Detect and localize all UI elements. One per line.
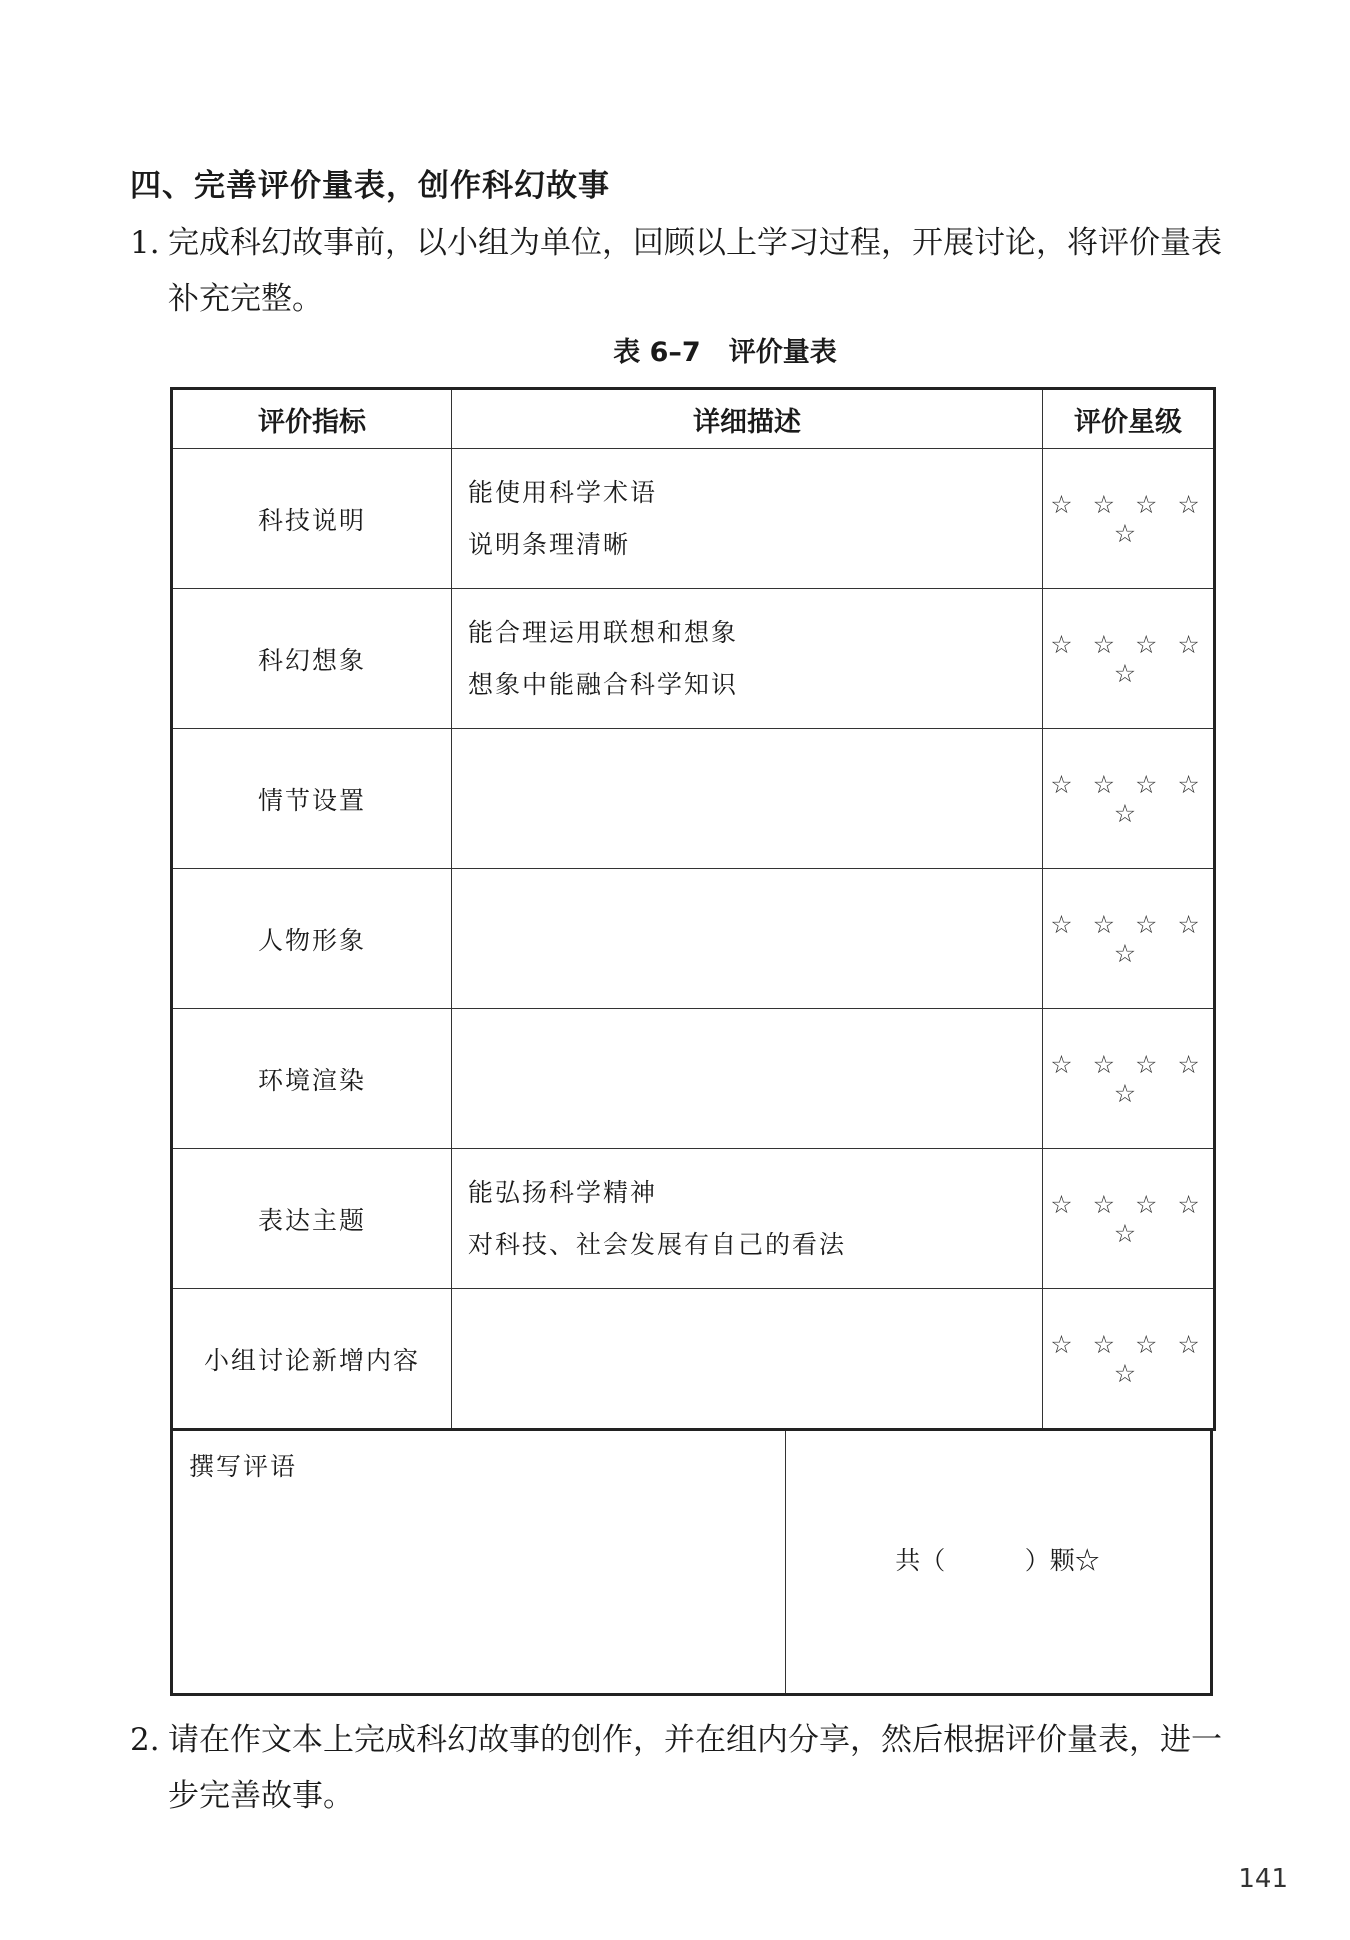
- instruction-2-text: 请在作文本上完成科幻故事的创作，并在组内分享，然后根据评价量表，进一步完善故事。: [168, 1722, 1222, 1814]
- section-heading: 四、完善评价量表，创作科幻故事: [130, 168, 610, 204]
- indicator-cell: 小组讨论新增内容: [172, 1289, 452, 1430]
- description-cell[interactable]: [452, 589, 1043, 729]
- star-rating[interactable]: ☆ ☆ ☆ ☆ ☆: [1050, 1049, 1206, 1108]
- description-line: 能弘扬科学精神: [468, 1177, 658, 1207]
- star-rating-cell[interactable]: [1043, 589, 1215, 729]
- instruction-2-number: 2.: [130, 1722, 160, 1758]
- description-line: 能合理运用联想和想象: [468, 617, 739, 647]
- page-number: 141: [1238, 1864, 1288, 1894]
- star-rating-cell[interactable]: [1043, 1009, 1215, 1149]
- indicator-cell: 科技说明: [172, 449, 452, 589]
- table-row: [172, 869, 1215, 1009]
- instruction-1: [130, 215, 1230, 327]
- star-rating[interactable]: ☆ ☆ ☆ ☆ ☆: [1050, 1329, 1206, 1388]
- description-cell[interactable]: [452, 1149, 1043, 1289]
- star-rating[interactable]: ☆ ☆ ☆ ☆ ☆: [1050, 1189, 1206, 1248]
- header-indicator: 评价指标: [172, 389, 452, 449]
- description-line: 能使用科学术语: [468, 477, 658, 507]
- table-row: [172, 1149, 1215, 1289]
- indicator-cell: 环境渲染: [172, 1009, 452, 1149]
- star-rating[interactable]: ☆ ☆ ☆ ☆ ☆: [1050, 489, 1206, 548]
- table-header-row: [172, 389, 1215, 449]
- description-cell[interactable]: [452, 869, 1043, 1009]
- comment-label: 撰写评语: [189, 1452, 298, 1481]
- header-star-rating: 评价星级: [1043, 389, 1215, 449]
- indicator-cell: 人物形象: [172, 869, 452, 1009]
- indicator-cell: 情节设置: [172, 729, 452, 869]
- table-caption-label: 表 6–7: [613, 337, 701, 368]
- table-row: [172, 729, 1215, 869]
- comment-section: [170, 1431, 1213, 1696]
- description-cell[interactable]: [452, 449, 1043, 589]
- star-rating-cell[interactable]: [1043, 729, 1215, 869]
- description-line: 说明条理清晰: [468, 529, 631, 559]
- instruction-1-text: 完成科幻故事前，以小组为单位，回顾以上学习过程，开展讨论，将评价量表补充完整。: [168, 225, 1222, 317]
- description-cell[interactable]: [452, 1289, 1043, 1430]
- star-rating-cell[interactable]: [1043, 449, 1215, 589]
- star-rating-cell[interactable]: [1043, 869, 1215, 1009]
- table-caption-title: 评价量表: [728, 337, 837, 368]
- description-cell[interactable]: [452, 1009, 1043, 1149]
- instruction-2: [130, 1712, 1230, 1824]
- star-rating[interactable]: ☆ ☆ ☆ ☆ ☆: [1050, 909, 1206, 968]
- description-line: 想象中能融合科学知识: [468, 669, 739, 699]
- table-row: [172, 449, 1215, 589]
- star-rating-cell[interactable]: [1043, 1289, 1215, 1430]
- instruction-1-number: 1.: [130, 225, 160, 261]
- header-description: 详细描述: [452, 389, 1043, 449]
- indicator-cell: 科幻想象: [172, 589, 452, 729]
- indicator-cell: 表达主题: [172, 1149, 452, 1289]
- star-rating-cell[interactable]: [1043, 1149, 1215, 1289]
- table-row: [172, 589, 1215, 729]
- table-row: [172, 1009, 1215, 1149]
- evaluation-rubric-table: [170, 387, 1216, 1431]
- table-caption: [0, 330, 1350, 369]
- description-cell[interactable]: [452, 729, 1043, 869]
- description-line: 对科技、社会发展有自己的看法: [468, 1229, 847, 1259]
- total-stars-field[interactable]: 共（ ）颗☆: [895, 1546, 1100, 1575]
- star-rating[interactable]: ☆ ☆ ☆ ☆ ☆: [1050, 769, 1206, 828]
- star-rating[interactable]: ☆ ☆ ☆ ☆ ☆: [1050, 629, 1206, 688]
- table-row: [172, 1289, 1215, 1430]
